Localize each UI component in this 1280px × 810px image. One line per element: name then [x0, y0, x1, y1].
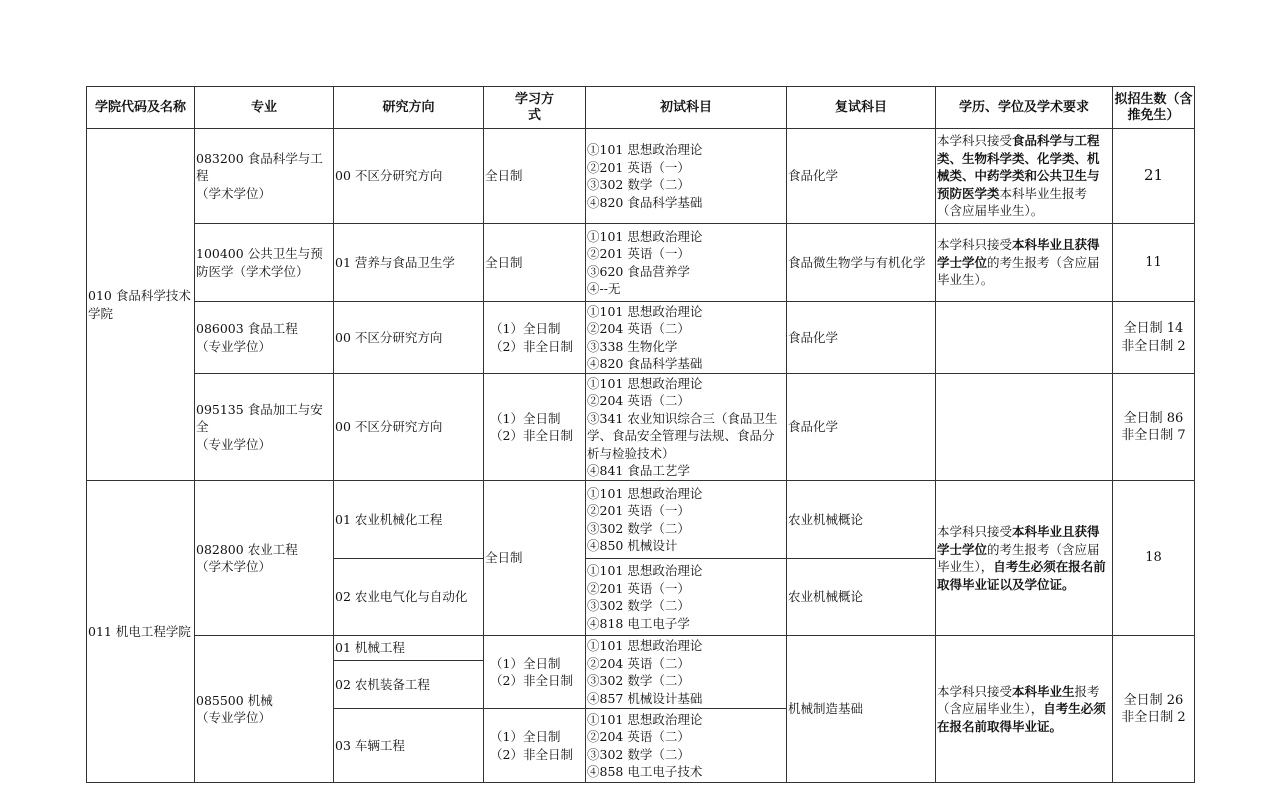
mode-cell: 全日制	[484, 481, 586, 636]
direction-cell: 00 不区分研究方向	[334, 374, 484, 481]
header-mode: 学习方式	[484, 87, 586, 129]
retest-cell: 农业机械概论	[787, 559, 936, 636]
prelim-subject: ④820 食品科学基础	[587, 194, 703, 210]
mode-cell	[484, 709, 586, 783]
prelim-subject: ④--无	[587, 281, 621, 296]
mode-option: （1）全日制	[490, 729, 561, 744]
table-row	[87, 302, 1195, 374]
major-cell	[195, 302, 334, 374]
table-row	[87, 636, 1195, 661]
prelim-subject: ②201 英语（一）	[587, 503, 690, 518]
mode-cell	[484, 636, 586, 709]
req-bold: 自考生必须在报名前取得毕业证。	[937, 701, 1106, 734]
major-cell	[195, 374, 334, 481]
req-text: 本学科只接受	[937, 683, 1013, 699]
mode-option: （1）全日制	[490, 410, 561, 426]
prelim-subject: ①101 思想政治理论	[587, 228, 703, 244]
prelim-subject: ①101 思想政治理论	[587, 142, 703, 157]
prelim-cell	[586, 481, 787, 559]
req-text: 本学科只接受	[937, 133, 1013, 149]
quota-fulltime: 全日制 14	[1123, 321, 1184, 336]
prelim-subject: ②204 英语（二）	[587, 655, 690, 671]
major-code: 085500 机械	[196, 692, 273, 708]
prelim-subject: ③620 食品营养学	[587, 263, 690, 279]
header-requirement: 学历、学位及学术要求	[936, 87, 1113, 129]
quota-cell: 21	[1113, 129, 1195, 224]
prelim-subject: ①101 思想政治理论	[587, 563, 703, 578]
college-cell: 011 机电工程学院	[87, 481, 195, 783]
quota-cell: 11	[1113, 224, 1195, 302]
direction-cell: 00 不区分研究方向	[334, 302, 484, 374]
prelim-subject: ④818 电工电子学	[587, 615, 690, 631]
requirement-cell	[936, 481, 1113, 636]
direction-cell: 01 农业机械化工程	[334, 481, 484, 559]
prelim-subject: ①101 思想政治理论	[587, 375, 703, 391]
direction-cell: 01 营养与食品卫生学	[334, 224, 484, 302]
prelim-subject: ③341 农业知识综合三（食品卫生学、食品安全管理与法规、食品分析与检验技术）	[587, 410, 778, 461]
quota-parttime: 非全日制 7	[1121, 428, 1186, 443]
major-cell	[195, 636, 334, 783]
prelim-subject: ③338 生物化学	[587, 338, 678, 354]
prelim-subject: ④858 电工电子技术	[587, 764, 703, 779]
prelim-subject: ②201 英语（一）	[587, 246, 690, 261]
mode-option: （2）非全日制	[490, 746, 573, 762]
prelim-cell	[586, 129, 787, 224]
prelim-subject: ①101 思想政治理论	[587, 485, 703, 501]
direction-cell: 00 不区分研究方向	[334, 129, 484, 224]
prelim-subject: ①101 思想政治理论	[587, 711, 703, 727]
mode-option: （1）全日制	[490, 655, 561, 671]
retest-cell: 农业机械概论	[787, 481, 936, 559]
prelim-subject: ③302 数学（二）	[587, 177, 690, 192]
prelim-subject: ④841 食品工艺学	[587, 463, 690, 478]
retest-cell: 食品化学	[787, 129, 936, 224]
req-text: 的考生报考（含应届毕业生），	[937, 541, 1100, 574]
header-major: 专业	[195, 87, 334, 129]
major-type: （学术学位）	[196, 559, 272, 574]
prelim-subject: ①101 思想政治理论	[587, 303, 703, 319]
req-bold: 本科毕业且获得学士学位	[937, 524, 1100, 557]
req-bold: 本科毕业生	[1012, 683, 1075, 699]
mode-option: （2）非全日制	[490, 338, 573, 354]
requirement-cell	[936, 636, 1113, 783]
retest-cell: 食品化学	[787, 374, 936, 481]
table-row	[87, 224, 1195, 302]
major-cell	[195, 481, 334, 636]
header-college: 学院代码及名称	[87, 87, 195, 129]
quota-fulltime: 全日制 26	[1123, 692, 1184, 708]
prelim-subject: ②204 英语（二）	[587, 729, 690, 744]
prelim-cell	[586, 636, 787, 709]
prelim-subject: ③302 数学（二）	[587, 673, 690, 688]
table-row	[87, 129, 1195, 224]
prelim-subject: ③302 数学（二）	[587, 520, 690, 536]
mode-cell: 全日制	[484, 129, 586, 224]
major-code: 082800 农业工程	[196, 541, 298, 557]
req-bold: 本科毕业且获得学士学位	[937, 237, 1100, 270]
prelim-subject: ③302 数学（二）	[587, 746, 690, 762]
retest-cell: 机械制造基础	[787, 636, 936, 783]
mode-cell: 全日制	[484, 224, 586, 302]
prelim-cell	[586, 709, 787, 783]
prelim-cell	[586, 302, 787, 374]
table-row	[87, 374, 1195, 481]
retest-cell: 食品化学	[787, 302, 936, 374]
mode-option: （1）全日制	[490, 321, 561, 336]
direction-cell: 02 农机装备工程	[334, 661, 484, 709]
req-text: 本科毕业生报考（含应届毕业生）。	[937, 185, 1088, 219]
header-prelim: 初试科目	[586, 87, 787, 129]
req-text: 本学科只接受	[937, 524, 1013, 539]
prelim-cell	[586, 374, 787, 481]
major-cell	[195, 129, 334, 224]
major-type: （学术学位）	[196, 185, 272, 201]
prelim-cell	[586, 559, 787, 636]
quota-parttime: 非全日制 2	[1121, 710, 1186, 725]
req-text: 的考生报考（含应届毕业生）。	[937, 254, 1100, 288]
direction-cell: 01 机械工程	[334, 636, 484, 661]
direction-cell: 02 农业电气化与自动化	[334, 559, 484, 636]
retest-cell: 食品微生物学与有机化学	[787, 224, 936, 302]
mode-option: （2）非全日制	[490, 428, 573, 443]
prelim-subject: ②204 英语（二）	[587, 321, 690, 336]
prelim-subject: ④820 食品科学基础	[587, 356, 703, 371]
major-code: 086003 食品工程	[196, 321, 298, 336]
prelim-cell	[586, 224, 787, 302]
direction-cell: 03 车辆工程	[334, 709, 484, 783]
prelim-subject: ④857 机械设计基础	[587, 690, 703, 706]
header-retest: 复试科目	[787, 87, 936, 129]
requirement-cell	[936, 374, 1113, 481]
requirement-cell	[936, 302, 1113, 374]
major-code: 095135 食品加工与安全	[196, 401, 323, 435]
quota-cell	[1113, 302, 1195, 374]
req-bold: 自考生必须在报名前取得毕业证以及学位证。	[937, 559, 1106, 592]
prelim-subject: ②201 英语（一）	[587, 580, 690, 596]
mode-option: （2）非全日制	[490, 673, 573, 688]
req-bold: 食品科学与工程类、生物科学类、化学类、机械类、中药学类和公共卫生与预防医学类	[937, 133, 1100, 201]
table-row	[87, 481, 1195, 559]
quota-cell	[1113, 636, 1195, 783]
header-row	[87, 87, 1195, 129]
major-type: （专业学位）	[196, 436, 272, 452]
prelim-subject: ④850 机械设计	[587, 538, 678, 553]
quota-fulltime: 全日制 86	[1123, 410, 1184, 426]
quota-cell	[1113, 374, 1195, 481]
prelim-subject: ②201 英语（一）	[587, 159, 690, 175]
req-text: 报考（含应届毕业生），	[937, 683, 1100, 717]
major-code: 083200 食品科学与工程	[196, 150, 323, 184]
req-text: 本学科只接受	[937, 237, 1013, 253]
mode-cell	[484, 374, 586, 481]
prelim-subject: ②204 英语（二）	[587, 393, 690, 408]
major-cell: 100400 公共卫生与预防医学（学术学位）	[195, 224, 334, 302]
college-cell: 010 食品科学技术学院	[87, 129, 195, 481]
prelim-subject: ①101 思想政治理论	[587, 638, 703, 653]
admission-table	[86, 86, 1195, 783]
quota-cell: 18	[1113, 481, 1195, 636]
major-type: （专业学位）	[196, 710, 272, 725]
quota-parttime: 非全日制 2	[1121, 338, 1186, 354]
header-quota: 拟招生数（含推免生）	[1113, 87, 1195, 129]
header-direction: 研究方向	[334, 87, 484, 129]
admission-table-wrapper	[86, 86, 1195, 783]
requirement-cell	[936, 224, 1113, 302]
prelim-subject: ③302 数学（二）	[587, 598, 690, 613]
mode-cell	[484, 302, 586, 374]
requirement-cell	[936, 129, 1113, 224]
major-type: （专业学位）	[196, 338, 272, 354]
